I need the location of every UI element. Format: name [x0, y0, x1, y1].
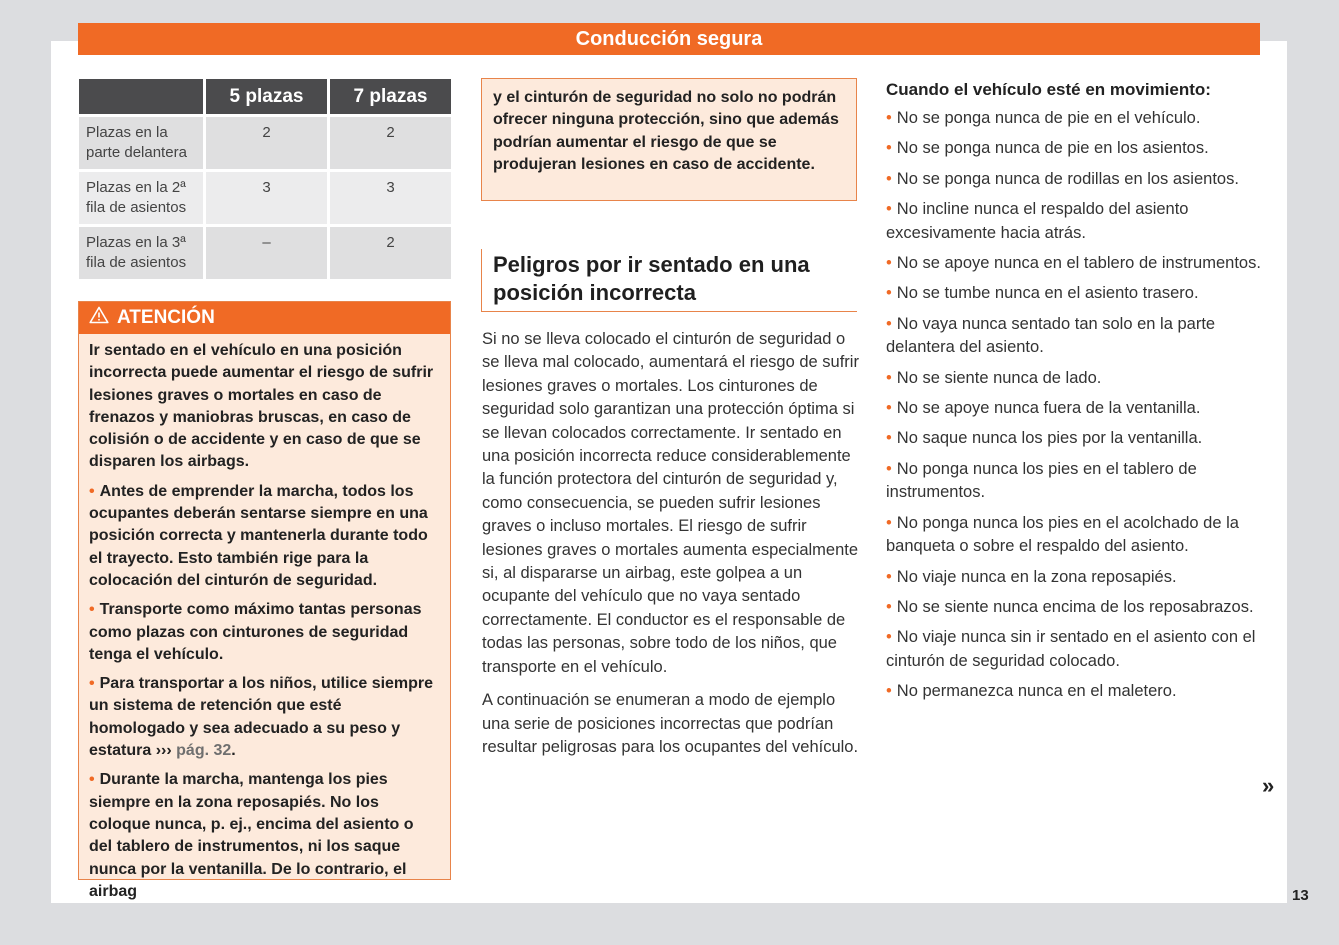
bullet-icon: • [886, 513, 892, 532]
list-item: • No se ponga nunca de rodillas en los asientos. [886, 169, 1239, 188]
bullet-icon: • [89, 771, 95, 789]
bullet-icon: • [886, 567, 892, 586]
bullet-icon: • [886, 254, 892, 273]
bullet-icon: • [886, 429, 892, 448]
table-header-cell [79, 79, 203, 114]
list-item: • No se apoye nunca fuera de la ventanilla. [886, 399, 1201, 418]
list-item: • No se siente nunca de lado. [886, 368, 1102, 387]
list-item: • No vaya nunca sentado tan solo en la parte delantera del asiento. [886, 314, 1216, 357]
list-item: • No ponga nunca los pies en el acolchado de la banqueta o sobre el respaldo del asiento. [886, 513, 1239, 556]
warning-title: ATENCIÓN [117, 307, 215, 328]
bullet-icon: • [89, 482, 95, 500]
table-header-cell: 7 plazas [330, 79, 451, 114]
bullet-icon: • [886, 368, 892, 387]
list-item: • No se ponga nunca de pie en los asientos. [886, 139, 1209, 158]
bullet-icon: • [886, 628, 892, 647]
list-item: • No permanezca nunca en el maletero. [886, 682, 1177, 701]
bullet-icon: • [886, 682, 892, 701]
list-item: • No saque nunca los pies por la ventanilla. [886, 429, 1203, 448]
warning-bullet: • Durante la marcha, mantenga los pies siempre en la zona reposapiés. No los coloque nunca, p. ej., encima del asiento o del tablero de instrumentos, ni los saque nunca por la ventanilla. De lo contrario, el airbag [89, 771, 414, 900]
table-row [79, 172, 451, 224]
cell-5-seats: – [206, 227, 327, 279]
list-heading: Cuando el vehículo esté en movimiento: [886, 80, 1211, 99]
page-reference-link[interactable]: pág. 32 [176, 742, 232, 760]
section-heading: Peligros por ir sentado en una posición incorrecta [481, 249, 857, 312]
cell-5-seats: 3 [206, 172, 327, 224]
table-row [79, 117, 451, 169]
bullet-icon: • [886, 597, 892, 616]
seat-capacity-table [76, 76, 454, 282]
list-item: • No viaje nunca sin ir sentado en el asiento con el cinturón de seguridad colocado. [886, 628, 1256, 670]
section-body [482, 328, 860, 769]
warning-bullet: • Transporte como máximo tantas personas como plazas con cinturones de seguridad tenga el vehículo. [89, 601, 422, 663]
cell-7-seats: 2 [330, 117, 451, 169]
list-item: • No se siente nunca encima de los reposabrazos. [886, 597, 1254, 616]
warning-bullet: • Para transportar a los niños, utilice siempre un sistema de retención que esté homologado y sea adecuado a su peso y estatura ››› pág. 32. [89, 675, 434, 760]
bullet-icon: • [886, 284, 892, 303]
row-label: Plazas en la 3ª fila de asientos [79, 227, 203, 279]
page-number: 13 [1292, 887, 1309, 904]
list-item: • No ponga nunca los pies en el tablero de instrumentos. [886, 459, 1197, 502]
incorrect-positions-list [886, 107, 1264, 704]
row-label: Plazas en la parte delantera [79, 117, 203, 169]
list-item: • No se ponga nunca de pie en el vehículo. [886, 109, 1201, 127]
warning-intro: Ir sentado en el vehículo en una posición incorrecta puede aumentar el riesgo de sufrir lesiones graves o mortales en caso de frenazos y maniobras bruscas, en caso de colisión o de accidente y en caso de que se disparen los airbags. [89, 342, 434, 471]
cell-7-seats: 3 [330, 172, 451, 224]
warning-header [79, 302, 450, 334]
table-row [79, 227, 451, 279]
paragraph: A continuación se enumeran a modo de ejemplo una serie de posiciones incorrectas que podrían resultar peligrosas para los ocupantes del vehículo. [482, 691, 859, 756]
list-item: • No viaje nunca en la zona reposapiés. [886, 567, 1177, 586]
bullet-icon: • [886, 200, 892, 219]
bullet-icon: • [89, 601, 95, 619]
warning-triangle-icon [89, 306, 109, 330]
continue-arrow-icon: » [1262, 773, 1275, 798]
table-header-cell: 5 plazas [206, 79, 327, 114]
list-item: • No se apoye nunca en el tablero de instrumentos. [886, 254, 1261, 273]
table-header-row [79, 79, 451, 114]
warning-continuation-box [481, 78, 857, 201]
list-item: • No incline nunca el respaldo del asiento excesivamente hacia atrás. [886, 200, 1189, 242]
bullet-icon: • [886, 109, 892, 127]
warning-body [79, 334, 450, 903]
bullet-icon: • [886, 399, 892, 418]
list-item: • No se tumbe nunca en el asiento trasero. [886, 284, 1199, 303]
bullet-icon: • [886, 169, 892, 188]
cell-5-seats: 2 [206, 117, 327, 169]
paragraph: Si no se lleva colocado el cinturón de seguridad o se lleva mal colocado, aumentará el riesgo de sufrir lesiones graves o mortales. Los cinturones de seguridad solo garantizan una protección óptima si se llevan colocados correctamente. Ir sentado en una posición incorrecta reduce considerablemente la función protectora del cinturón de seguridad y, como consecuencia, se pueden sufrir lesiones graves o incluso mortales. El riesgo de sufrir lesiones graves o mortales aumenta especialmente si, al dispararse un airbag, este golpea a un ocupante del vehículo que no vaya sentado correctamente. El conductor es el responsable de todas las personas, sobre todo de los niños, que transporte en el vehículo. [482, 330, 859, 676]
bullet-icon: • [89, 675, 95, 693]
seat-table-container [79, 79, 453, 282]
bullet-icon: • [886, 139, 892, 158]
warning-box [78, 301, 451, 900]
chapter-title: Conducción segura [575, 27, 763, 50]
cell-7-seats: 2 [330, 227, 451, 279]
movement-list-section [886, 78, 1264, 711]
row-label: Plazas en la 2ª fila de asientos [79, 172, 203, 224]
bullet-icon: • [886, 459, 892, 478]
warning-continuation-text: y el cinturón de seguridad no solo no podrán ofrecer ninguna protección, sino que además podrían aumentar el riesgo de que se produjeran lesiones en caso de accidente. [493, 89, 839, 173]
chapter-header [78, 23, 1260, 55]
bullet-icon: • [886, 314, 892, 333]
warning-bullet: • Antes de emprender la marcha, todos los ocupantes deberán sentarse siempre en una posición correcta y mantenerla durante todo el trayecto. Esto también rige para la colocación del cinturón de seguridad. [89, 482, 428, 589]
